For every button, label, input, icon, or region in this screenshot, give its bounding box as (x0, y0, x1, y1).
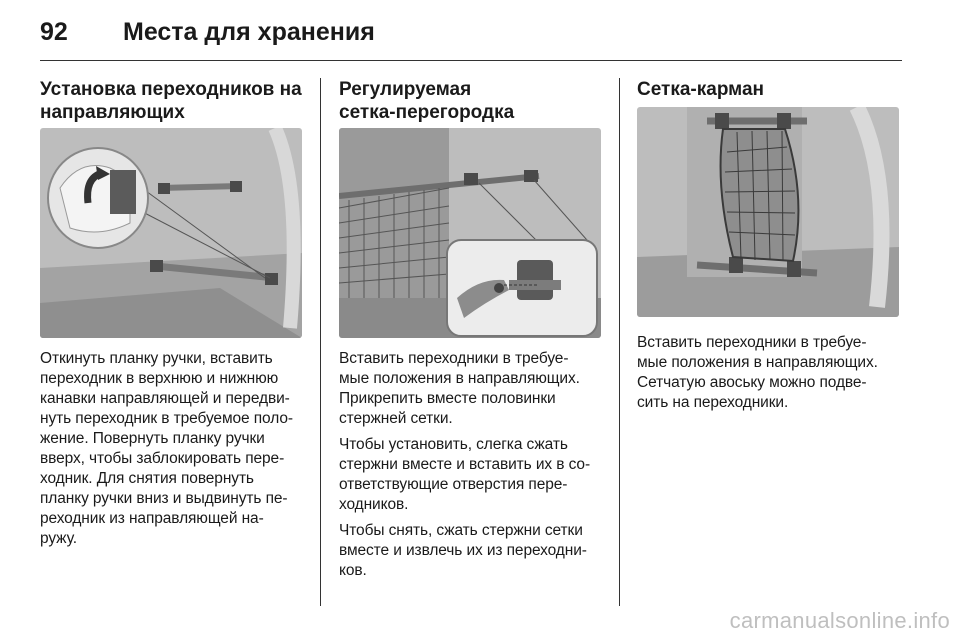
paragraph-adapters: Откинуть планку ручки, вставить переходник в верхнюю и нижнюю канавки направляющей и передви- нуть переходник в требуемое поло- жение. Повернуть планку ручки вверх, чтобы заблокировать пере- ходник. Для снятия повернуть планку ручки вниз и выдвинуть пе- реходник из направляющей на- ружу. (40, 350, 293, 547)
column-pocket-net (637, 78, 905, 101)
paragraph-partition-2: Чтобы установить, слегка сжать стержни вместе и вставить их в со- ответствующие отверстия пере- ходников. (339, 436, 591, 513)
column-adapters-text (40, 349, 308, 555)
column-divider (320, 78, 321, 606)
column-adapters (40, 78, 308, 124)
section-heading-pocket-net: Сетка-карман (637, 79, 765, 100)
paragraph-partition-1: Вставить переходники в требуе- мые положения в направляющих. Прикрепить вместе половинки стержней сетки. (339, 350, 580, 427)
column-pocket-net-text (637, 333, 907, 419)
illustration-adapter-rail (40, 128, 302, 338)
section-heading-partition-net: Регулируемая сетка-перегородка (339, 79, 515, 123)
column-partition-net (339, 78, 607, 124)
column-partition-net-text (339, 349, 609, 587)
illustration-partition-net (339, 128, 601, 338)
watermark: carmanualsonline.info (729, 608, 950, 633)
paragraph-pocket-net: Вставить переходники в требуе- мые положения в направляющих. Сетчатую авоську можно подве- сить на переходники. (637, 334, 878, 411)
page-header (40, 16, 902, 61)
illustration-pocket-net (637, 107, 899, 317)
page-number: 92 (40, 18, 68, 46)
page-title: Места для хранения (123, 18, 375, 46)
column-divider (619, 78, 620, 606)
paragraph-partition-3: Чтобы снять, сжать стержни сетки вместе и извлечь их из переходни- ков. (339, 522, 587, 579)
section-heading-adapters: Установка переходников на направляющих (40, 79, 302, 123)
